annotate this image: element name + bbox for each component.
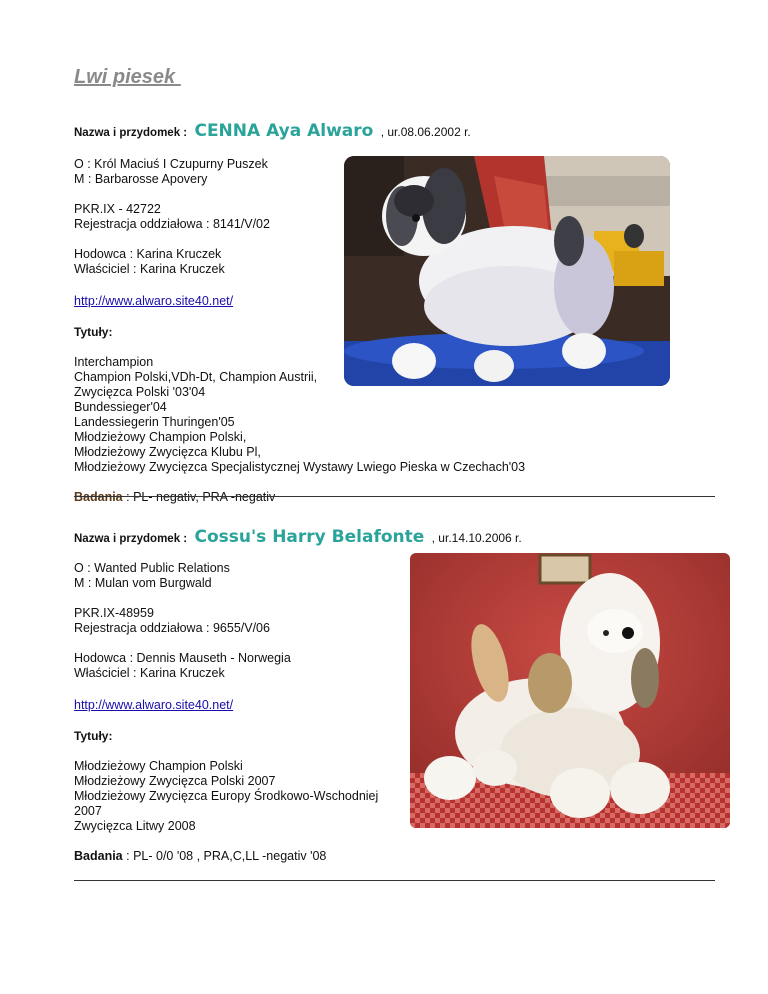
title-item: Zwycięzca Litwy 2008 [74, 819, 196, 833]
breeder: Hodowca : Karina Kruczek [74, 247, 222, 261]
father: O : Król Maciuś I Czupurny Puszek [74, 157, 268, 171]
dog-name: Cossu's Harry Belafonte [194, 527, 425, 547]
title-item: 2007 [74, 804, 102, 818]
dog-name: CENNA Aya Alwaro [194, 121, 374, 141]
owner: Właściciel : Karina Kruczek [74, 666, 225, 680]
name-row [74, 119, 734, 145]
health-tests [74, 490, 734, 505]
divider [74, 880, 715, 881]
title-item: Champion Polski,VDh-Dt, Champion Austrii, [74, 370, 318, 384]
title-item: Młodzieżowy Zwycięzca Specjalistycznej Wystawy Lwiego Pieska w Czechach'03 [74, 460, 526, 474]
father: O : Wanted Public Relations [74, 561, 230, 575]
page-title: Lwi piesek [74, 66, 181, 88]
dog-photo-1 [344, 156, 670, 386]
tests-value: : PL- negativ, PRA -negativ [126, 490, 276, 504]
name-label: Nazwa i przydomek : [74, 127, 188, 139]
website-link[interactable]: http://www.alwaro.site40.net/ [74, 294, 234, 308]
registration: Rejestracja oddziałowa : 8141/V/02 [74, 217, 270, 231]
title-item: Młodzieżowy Zwycięzca Klubu Pl, [74, 445, 261, 459]
title-item: Landessiegerin Thuringen'05 [74, 415, 235, 429]
dog-photo-2 [410, 553, 730, 828]
tests-label: Badania [74, 849, 123, 863]
dog-photo-1-image [344, 156, 670, 386]
health-tests [74, 849, 734, 864]
name-label: Nazwa i przydomek : [74, 533, 188, 545]
title-item: Bundessieger'04 [74, 400, 167, 414]
pkr-number: PKR.IX - 42722 [74, 202, 161, 216]
name-row [74, 525, 734, 551]
tests-label: Badania [74, 490, 123, 504]
titles-heading: Tytuły: [74, 325, 113, 339]
pkr-number: PKR.IX-48959 [74, 606, 154, 620]
birth-date: , ur.08.06.2002 r. [380, 125, 471, 139]
website-link[interactable]: http://www.alwaro.site40.net/ [74, 698, 234, 712]
owner: Właściciel : Karina Kruczek [74, 262, 225, 276]
dog-photo-2-image [410, 553, 730, 828]
birth-date: , ur.14.10.2006 r. [431, 531, 522, 545]
title-item: Interchampion [74, 355, 154, 369]
tests-value: : PL- 0/0 '08 , PRA,C,LL -negativ '08 [126, 849, 327, 863]
mother: M : Mulan vom Burgwald [74, 576, 212, 590]
title-item: Młodzieżowy Champion Polski, [74, 430, 247, 444]
title-item: Młodzieżowy Champion Polski [74, 759, 243, 773]
breeder: Hodowca : Dennis Mauseth - Norwegia [74, 651, 291, 665]
titles-heading: Tytuły: [74, 729, 113, 743]
mother: M : Barbarosse Apovery [74, 172, 208, 186]
title-item: Młodzieżowy Zwycięzca Europy Środkowo-Wschodniej [74, 789, 379, 803]
title-item: Zwycięzca Polski '03'04 [74, 385, 206, 399]
registration: Rejestracja oddziałowa : 9655/V/06 [74, 621, 270, 635]
divider [74, 496, 715, 497]
title-item: Młodzieżowy Zwycięzca Polski 2007 [74, 774, 276, 788]
